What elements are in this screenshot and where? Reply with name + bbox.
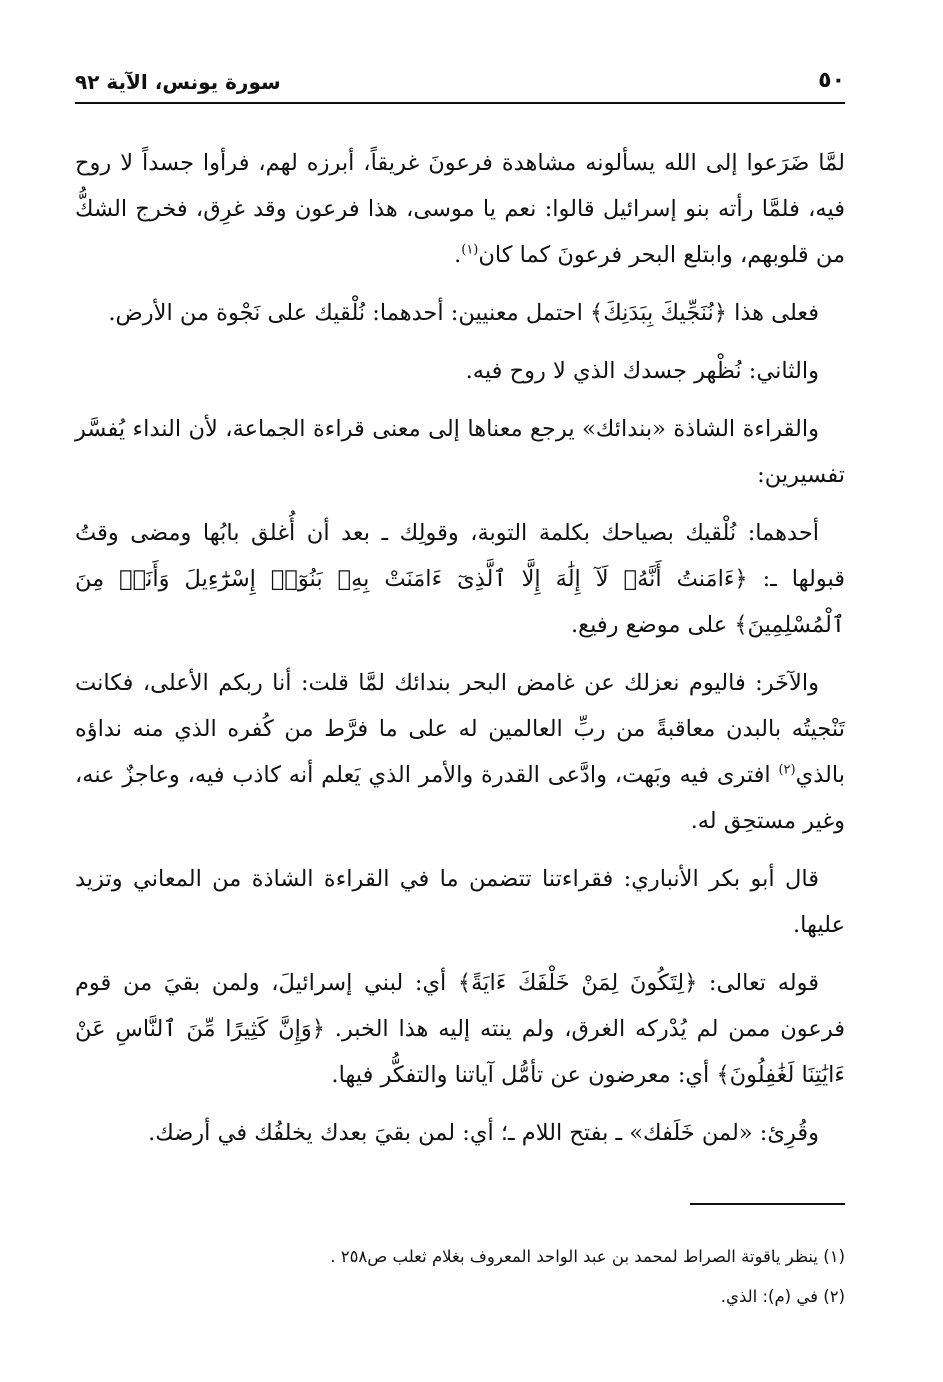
- footnote-2: (٢) في (م): الذي.: [720, 1287, 845, 1306]
- footnotes: [75, 1237, 845, 1317]
- body-text: [75, 140, 845, 1168]
- paragraph-7: قال أبو بكر الأنباري: فقراءتنا تتضمن ما في القراءة الشاذة من المعاني وتزيد عليها.: [75, 866, 845, 938]
- paragraph-tail: .: [454, 242, 462, 268]
- paragraph-6: [75, 660, 845, 844]
- page-number: ٥٠: [818, 68, 845, 93]
- paragraph-8: قوله تعالى: ﴿لِتَكُونَ لِمَنْ خَلْفَكَ ءَايَةً﴾ أي: لبني إسرائيلَ، ولمن بقيَ من قوم فرعون ممن لم يُدْركه الغرق، ولم ينته إليه هذا الخبر. ﴿وَإِنَّ كَثِيرًا مِّنَ ٱلنَّاسِ عَنْ ءَايَٰتِنَا لَغَٰفِلُونَ﴾ أي: معرضون عن تأمُّل آياتنا والتفكُّر فيها.: [75, 970, 845, 1088]
- paragraph-text: لمَّا ضَرَعوا إلى الله يسألونه مشاهدة فرعونَ غريقاً، أبرزه لهم، فرأوا جسداً لا روح فيه، فلمَّا رأته بنو إسرائيل قالوا: نعم يا موسى، هذا فرعون وقد غرِق، فخرج الشكُّ من قلوبهم، وابتلع البحر فرعونَ كما كان: [75, 150, 845, 268]
- paragraph-2: فعلى هذا ﴿نُنَجِّيكَ بِبَدَنِكَ﴾ احتمل معنيين: أحدهما: نُلْقيك على نَجْوة من الأرض.: [108, 300, 819, 326]
- footnote-1: (١) ينظر ياقوتة الصراط لمحمد بن عبد الواحد المعروف بغلام ثعلب ص٢٥٨ .: [330, 1247, 845, 1266]
- paragraph-4: والقراءة الشاذة «بندائك» يرجع معناها إلى معنى قراءة الجماعة، لأن النداء يُفسَّر تفسيرين:: [75, 416, 845, 488]
- paragraph-1: [75, 140, 845, 278]
- footnote-ref-1: (١): [461, 242, 479, 258]
- paragraph-tail: افترى فيه وبَهت، وادَّعى القدرة والأمر الذي يَعلم أنه كاذب فيه، وعاجزٌ عنه، وغير مستحِق له.: [75, 762, 845, 834]
- paragraph-9: وقُرِئ: «لمن خَلَفك» ـ بفتح اللام ـ؛ أي: لمن بقيَ بعدك يخلفُك في أرضك.: [148, 1120, 819, 1146]
- footnote-divider: [690, 1203, 845, 1205]
- paragraph-text: والآخَر: فاليوم نعزلك عن غامض البحر بندائك لمَّا قلت: أنا ربكم الأعلى، فكانت تَنْجيتُه بالبدن معاقبةً من ربِّ العالمين له على ما فرَّط من كُفره الذي منه نداؤه بالذي: [75, 670, 845, 788]
- running-title: سورة يونس، الآية ٩٢: [75, 70, 281, 94]
- footnote-ref-2: (٢): [778, 762, 796, 778]
- paragraph-3: والثاني: نُظْهر جسدك الذي لا روح فيه.: [465, 358, 819, 384]
- paragraph-5: أحدهما: نُلْقيك بصياحك بكلمة التوبة، وقولِك ـ بعد أن أُغلق بابُها ومضى وقتُ قبولها ـ: ﴿ءَامَنتُ أَنَّهُۥ لَآ إِلَٰهَ إِلَّا ٱلَّذِىٓ ءَامَنَتْ بِهِۦ بَنُوٓا۟ إِسْرَٰٓءِيلَ وَأَنَا۠ مِنَ ٱلْمُسْلِمِينَ﴾ على موضع رفيع.: [75, 520, 845, 638]
- page-header: [75, 62, 845, 104]
